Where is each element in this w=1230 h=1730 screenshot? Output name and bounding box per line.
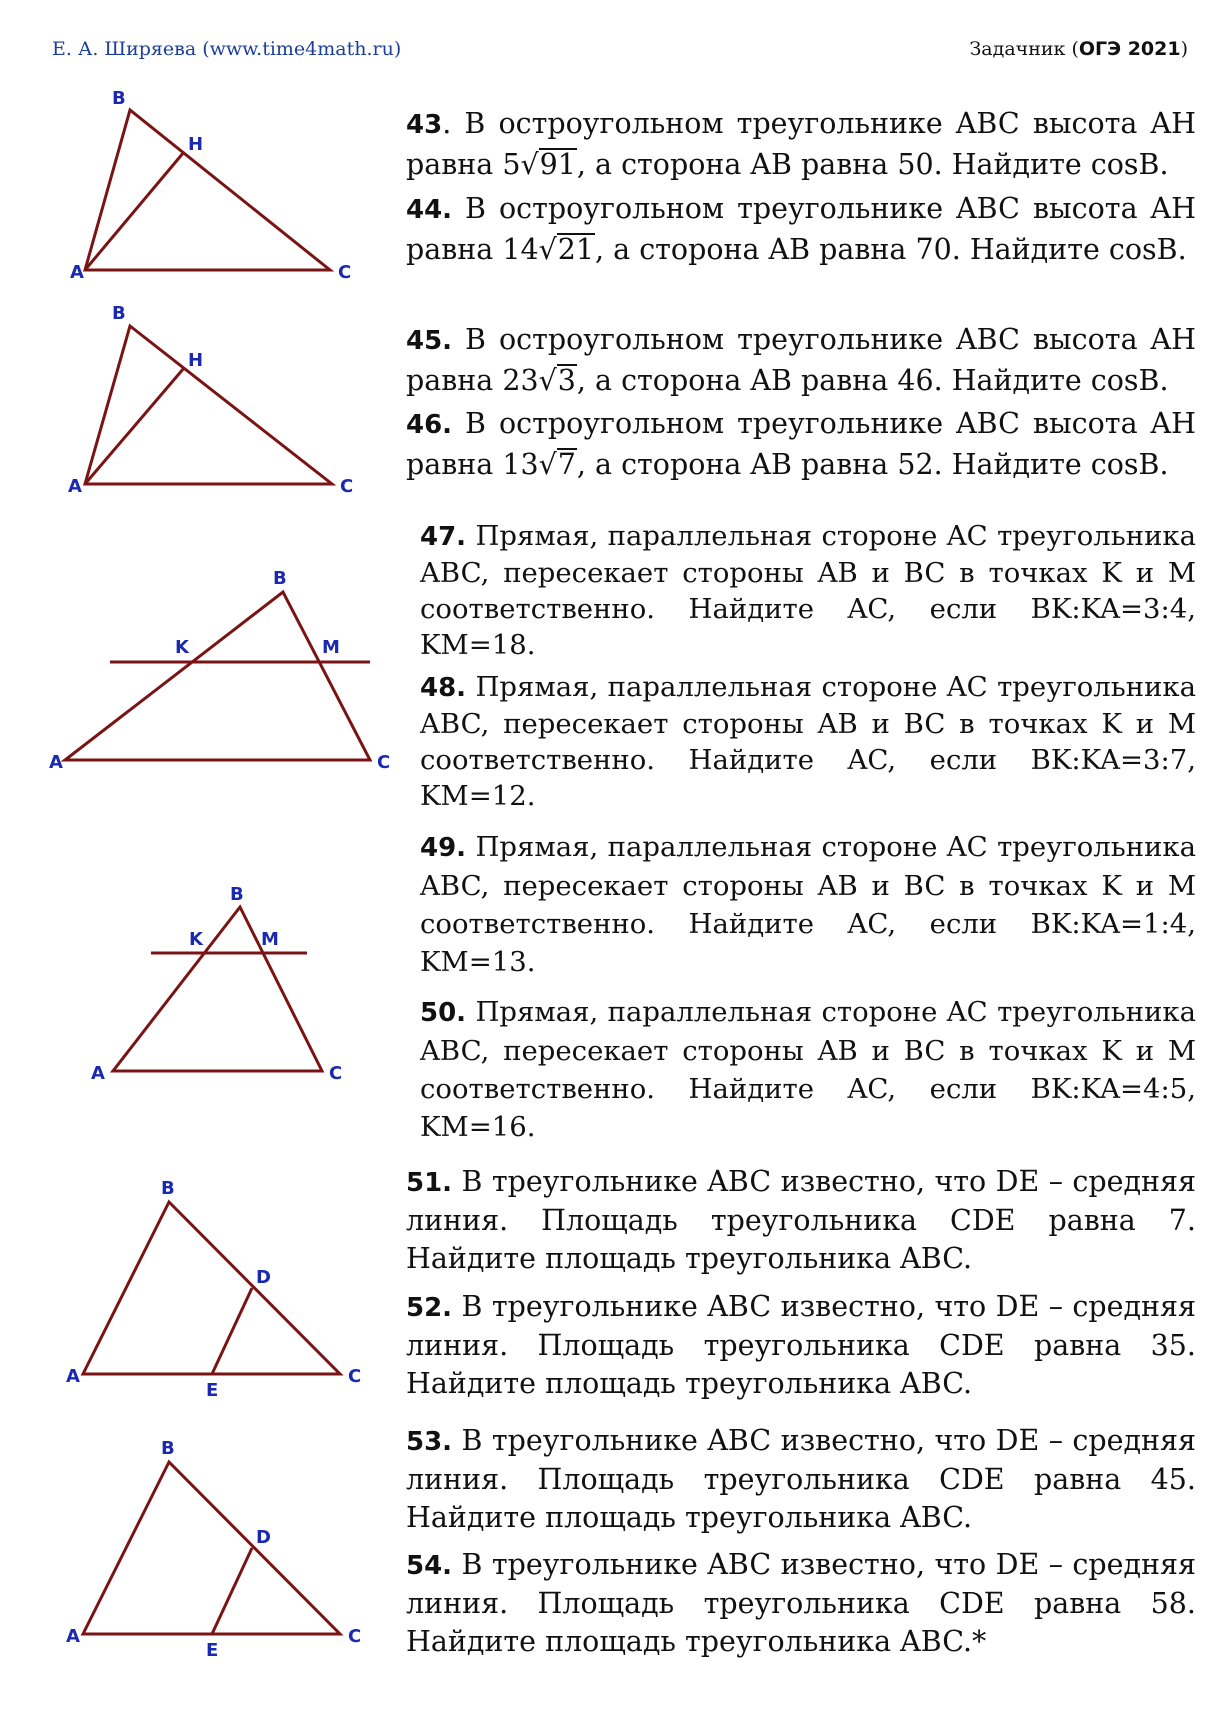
label-h: H	[188, 134, 204, 155]
label-a: A	[91, 1063, 105, 1084]
book-title-bold: ОГЭ 2021	[1078, 38, 1181, 60]
problem-52	[406, 1288, 1196, 1403]
problem-text: Прямая, параллельная стороне AC треугольника ABC, пересекает стороны AB и BC в точках K и M соответственно. Найдите AC, если BK:KA=3:4, KM=18.	[420, 520, 1196, 661]
triangle-abc	[65, 592, 370, 760]
problem-number: 46.	[406, 410, 453, 440]
problem-text: В треугольнике ABC известно, что DE – средняя линия. Площадь треугольника CDE равна 45. Найдите площадь треугольника ABC.	[406, 1424, 1196, 1534]
label-b: B	[161, 1438, 175, 1459]
problem-54	[406, 1546, 1196, 1661]
problem-text-end: , а сторона AB равна 46. Найдите cosB.	[576, 364, 1169, 397]
label-c: C	[348, 1366, 362, 1387]
triangle-abc	[83, 1462, 340, 1634]
problem-number: 53.	[406, 1427, 453, 1457]
label-h: H	[188, 350, 204, 371]
triangle-abc	[113, 907, 322, 1071]
label-c: C	[338, 262, 352, 283]
label-m: M	[322, 637, 340, 658]
book-title	[969, 38, 1188, 60]
problem-text: В остроугольном треугольнике ABC высота AH равна 13	[406, 407, 1196, 481]
radicand: 3	[557, 364, 576, 397]
problem-number: 45.	[406, 326, 453, 356]
label-k: K	[175, 637, 189, 658]
problem-text: Прямая, параллельная стороне AC треугольника ABC, пересекает стороны AB и BC в точках K и M соответственно. Найдите AC, если BK:KA=3:7, KM=12.	[420, 671, 1196, 812]
problem-number: 43	[406, 110, 443, 140]
label-a: A	[70, 262, 84, 283]
radicand: 91	[539, 148, 576, 181]
problem-48	[420, 669, 1196, 814]
problem-text: В треугольнике ABC известно, что DE – средняя линия. Площадь треугольника CDE равна 58. Найдите площадь треугольника ABC.*	[406, 1548, 1196, 1658]
problem-49	[420, 828, 1196, 981]
sqrt-symbol: √91	[520, 148, 576, 181]
book-title-suffix: )	[1180, 38, 1188, 60]
radicand: 7	[557, 448, 576, 481]
problem-text: В треугольнике ABC известно, что DE – средняя линия. Площадь треугольника CDE равна 7. Найдите площадь треугольника ABC.	[406, 1165, 1196, 1275]
label-b: B	[112, 303, 126, 324]
triangle-abc	[85, 110, 330, 270]
problem-text: Прямая, параллельная стороне AC треугольника ABC, пересекает стороны AB и BC в точках K и M соответственно. Найдите AC, если BK:KA=1:4, KM=13.	[420, 831, 1196, 978]
problem-text-end: , а сторона AB равна 70. Найдите cosB.	[595, 233, 1187, 266]
problem-number: 48.	[420, 673, 467, 703]
problem-text: В остроугольном треугольнике ABC высота AH равна 14	[406, 192, 1196, 266]
label-k: K	[189, 929, 203, 950]
label-c: C	[329, 1063, 343, 1084]
sqrt-symbol: √7	[538, 448, 576, 481]
label-a: A	[49, 752, 63, 773]
problem-text: В треугольнике ABC известно, что DE – средняя линия. Площадь треугольника CDE равна 35. Найдите площадь треугольника ABC.	[406, 1290, 1196, 1400]
label-a: A	[68, 476, 82, 497]
midline-de	[212, 1288, 252, 1374]
problem-text: Прямая, параллельная стороне AC треугольника ABC, пересекает стороны AB и BC в точках K и M соответственно. Найдите AC, если BK:KA=4:5, KM=16.	[420, 996, 1196, 1143]
problem-53	[406, 1422, 1196, 1537]
author-credit: Е. А. Ширяева (www.time4math.ru)	[52, 38, 402, 60]
label-b: B	[230, 884, 244, 905]
problem-text: В остроугольном треугольнике ABC высота AH равна 23	[406, 323, 1196, 397]
triangle-abc	[85, 326, 332, 484]
problem-text-end: , а сторона AB равна 50. Найдите cosB.	[576, 148, 1169, 181]
label-b: B	[112, 88, 126, 109]
page-header	[52, 38, 1188, 68]
label-e: E	[206, 1380, 219, 1401]
problem-number: 50.	[420, 998, 467, 1028]
label-b: B	[161, 1178, 175, 1199]
label-e: E	[206, 1640, 219, 1661]
problem-text-end: , а сторона AB равна 52. Найдите cosB.	[576, 448, 1169, 481]
label-a: A	[66, 1626, 80, 1647]
book-title-prefix: Задачник (	[969, 38, 1079, 60]
figure-triangle-parallel-1	[45, 570, 395, 780]
label-d: D	[256, 1267, 271, 1288]
problem-44	[406, 189, 1196, 270]
altitude-ah	[85, 152, 184, 270]
label-d: D	[256, 1527, 271, 1548]
problem-50	[420, 993, 1196, 1146]
problem-number: 52.	[406, 1293, 453, 1323]
sqrt-symbol: √21	[538, 233, 595, 266]
label-a: A	[66, 1366, 80, 1387]
altitude-ah	[85, 368, 184, 484]
midline-de	[212, 1548, 252, 1634]
problem-43	[406, 104, 1196, 185]
problem-text: . В остроугольном треугольнике ABC высота AH равна 5	[406, 107, 1196, 181]
figure-triangle-altitude-1	[60, 90, 360, 290]
problem-46	[406, 404, 1196, 485]
figure-triangle-altitude-2	[60, 304, 360, 504]
figure-triangle-parallel-2	[85, 885, 355, 1085]
label-c: C	[377, 752, 391, 773]
sqrt-symbol: √3	[538, 364, 576, 397]
label-b: B	[273, 568, 287, 589]
label-m: M	[261, 929, 279, 950]
figure-triangle-midline-2	[60, 1440, 370, 1660]
problem-51	[406, 1163, 1196, 1278]
label-c: C	[340, 476, 354, 497]
problem-number: 51.	[406, 1168, 453, 1198]
problem-number: 49.	[420, 833, 467, 863]
problem-number: 54.	[406, 1551, 453, 1581]
label-c: C	[348, 1626, 362, 1647]
problem-number: 47.	[420, 522, 467, 552]
problem-45	[406, 320, 1196, 401]
radicand: 21	[557, 233, 595, 266]
problem-47	[420, 518, 1196, 663]
problem-number: 44.	[406, 195, 453, 225]
triangle-abc	[83, 1202, 340, 1374]
figure-triangle-midline-1	[60, 1180, 370, 1400]
